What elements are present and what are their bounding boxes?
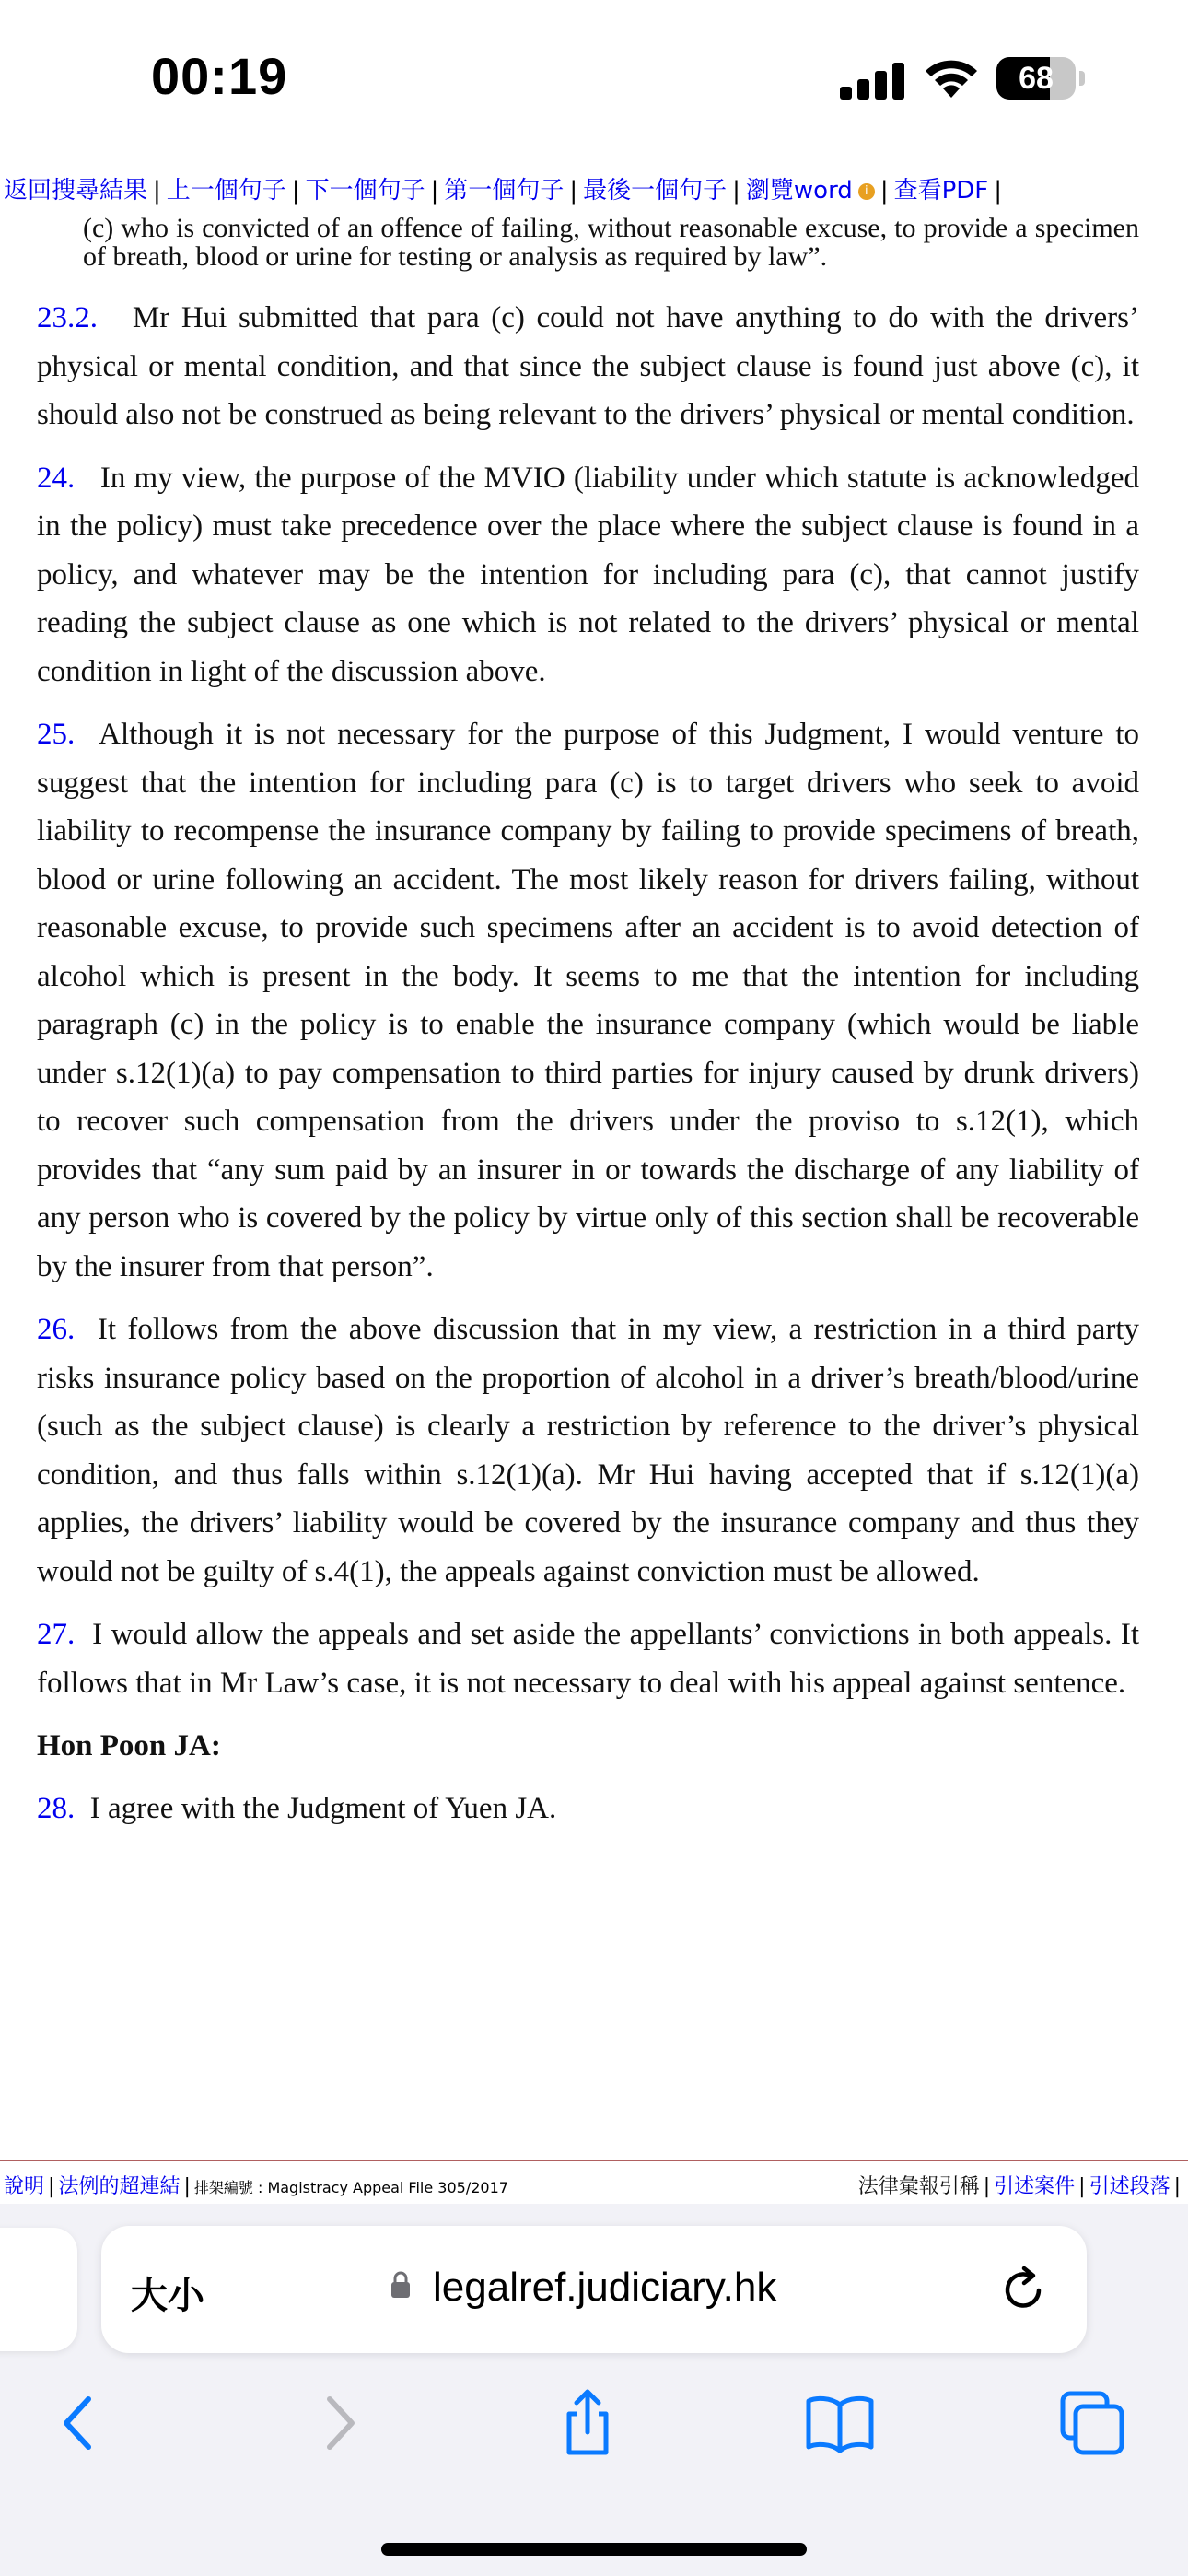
paragraph-number[interactable]: 25. — [37, 718, 76, 751]
previous-tab-card[interactable] — [0, 2228, 77, 2351]
paragraph-25 — [37, 710, 1139, 1291]
paragraph-27 — [37, 1610, 1139, 1707]
paragraph-number[interactable]: 27. — [37, 1618, 76, 1651]
judge-heading: Hon Poon JA: — [37, 1729, 221, 1762]
next-sentence-link[interactable]: 下一個句子 — [305, 177, 425, 205]
paragraph-number[interactable]: 26. — [37, 1313, 76, 1346]
paragraph-text: It follows from the above discussion that in my view, a restriction in a third party risks insurance policy based on the proportion of alcohol in a driver’s breath/blood/urine (such as the subject clause) is clearly a restriction by reference to the driver’s physical condition, and thus falls within s.12(1)(a). Mr Hui having accepted that if s.12(1)(a) applies, the drivers’ liability would be covered by the insurance company and thus they would not be guilty of s.4(1), the appeals against conviction must be allowed. — [37, 1313, 1140, 1588]
back-to-results-link[interactable]: 返回搜尋結果 — [4, 177, 148, 205]
last-sentence-link[interactable]: 最後一個句子 — [583, 177, 728, 205]
clock: 00:19 — [151, 47, 288, 105]
info-icon: i — [858, 183, 875, 200]
file-reference: 排架編號 : Magistracy Appeal File 305/2017 — [193, 2179, 508, 2196]
law-report-citation-label: 法律彙報引稱 — [857, 2175, 980, 2198]
home-indicator — [381, 2543, 807, 2556]
paragraph-text: Mr Hui submitted that para (c) could not have anything to do with the drivers’ physical or mental condition, and that since the subject clause is found just above (c), it should also not be construed as being relevant to the drivers’ physical or mental condition. — [37, 301, 1140, 431]
paragraph-23-2 — [37, 294, 1139, 439]
view-pdf-link[interactable]: 查看PDF — [893, 177, 989, 205]
text-size-button[interactable]: 大小 — [131, 2275, 204, 2317]
paragraphs-cited-link[interactable]: 引述段落 — [1089, 2175, 1171, 2198]
cases-cited-link[interactable]: 引述案件 — [994, 2175, 1076, 2198]
quoted-clause-c: (c) who is convicted of an offence of failing, without reasonable excuse, to provide a specimen of breath, blood or urine for testing or analysis as required by law”. — [83, 213, 1139, 272]
paragraph-text: I would allow the appeals and set aside the appellants’ convictions in both appeals. It follows that in Mr Law’s case, it is not necessary to deal with his appeal against sentence. — [37, 1618, 1139, 1700]
url-text[interactable]: legalref.judiciary.hk — [433, 2265, 777, 2310]
tabs-icon[interactable] — [1055, 2386, 1129, 2460]
reload-icon[interactable] — [996, 2263, 1050, 2316]
paragraph-text: Although it is not necessary for the purpose of this Judgment, I would venture to suggest that the intention for including para (c) is to target drivers who seek to avoid liability to recompense the insurance company by failing to provide specimens of breath, blood or urine following an accident. The most likely reason for drivers failing, without reasonable excuse, to provide such specimens after an accident is to avoid detection of alcohol which is present in the body. It seems to me that the intention for including paragraph (c) in the policy is to enable the insurance company (which would be liable under s.12(1)(a) to pay compensation to third parties for injury caused by drunk drivers) to recover such compensation from the drivers under the proviso to s.12(1), which provides that “any sum paid by an insurer in or towards the discharge of any liability of any person who is covered by the policy by virtue only of this section shall be recoverable by the insurer from that person”. — [37, 718, 1140, 1283]
wifi-icon — [923, 53, 980, 100]
paragraph-24 — [37, 454, 1139, 697]
battery-icon — [996, 57, 1077, 100]
battery-level: 68 — [1019, 61, 1054, 96]
address-bar[interactable] — [101, 2226, 1087, 2353]
status-bar — [0, 0, 1188, 147]
previous-sentence-link[interactable]: 上一個句子 — [166, 177, 286, 205]
document-footer: 說明 | 法例的超連結 | 排架編號 : Magistracy Appeal File 305/2017 法律彙報引稱 | 引述案件 | 引述段落 | — [0, 2160, 1188, 2206]
help-link[interactable]: 說明 — [4, 2175, 45, 2198]
lock-icon — [390, 2270, 411, 2300]
paragraph-text: In my view, the purpose of the MVIO (liability under which statute is acknowledged in the policy) must take precedence over the place where the subject clause is found in a policy, and whatever may be the intention for including para (c), that cannot justify reading the subject clause as one which is not related to the drivers’ physical or mental condition in light of the discussion above. — [37, 461, 1139, 688]
paragraph-26 — [37, 1306, 1139, 1596]
first-sentence-link[interactable]: 第一個句子 — [444, 177, 565, 205]
forward-icon[interactable] — [302, 2386, 376, 2460]
paragraph-number[interactable]: 28. — [37, 1792, 76, 1825]
back-icon[interactable] — [42, 2386, 116, 2460]
ordinance-hyperlinks-link[interactable]: 法例的超連結 — [58, 2175, 181, 2198]
cellular-signal-icon — [840, 59, 906, 100]
bookmarks-icon[interactable] — [803, 2386, 877, 2460]
view-word-link[interactable]: 瀏覽word — [745, 177, 853, 205]
document-nav: 返回搜尋結果 | 上一個句子 | 下一個句子 | 第一個句子 | 最後一個句子 | 瀏覽word i | 查看PDF | — [4, 177, 1003, 205]
paragraph-number[interactable]: 24. — [37, 461, 76, 495]
judgment-text — [37, 214, 1139, 1833]
share-icon[interactable] — [551, 2386, 624, 2460]
paragraph-number[interactable]: 23.2. — [37, 301, 98, 334]
browser-chrome — [0, 2204, 1188, 2576]
paragraph-28 — [37, 1785, 1139, 1833]
paragraph-text: I agree with the Judgment of Yuen JA. — [89, 1792, 557, 1825]
